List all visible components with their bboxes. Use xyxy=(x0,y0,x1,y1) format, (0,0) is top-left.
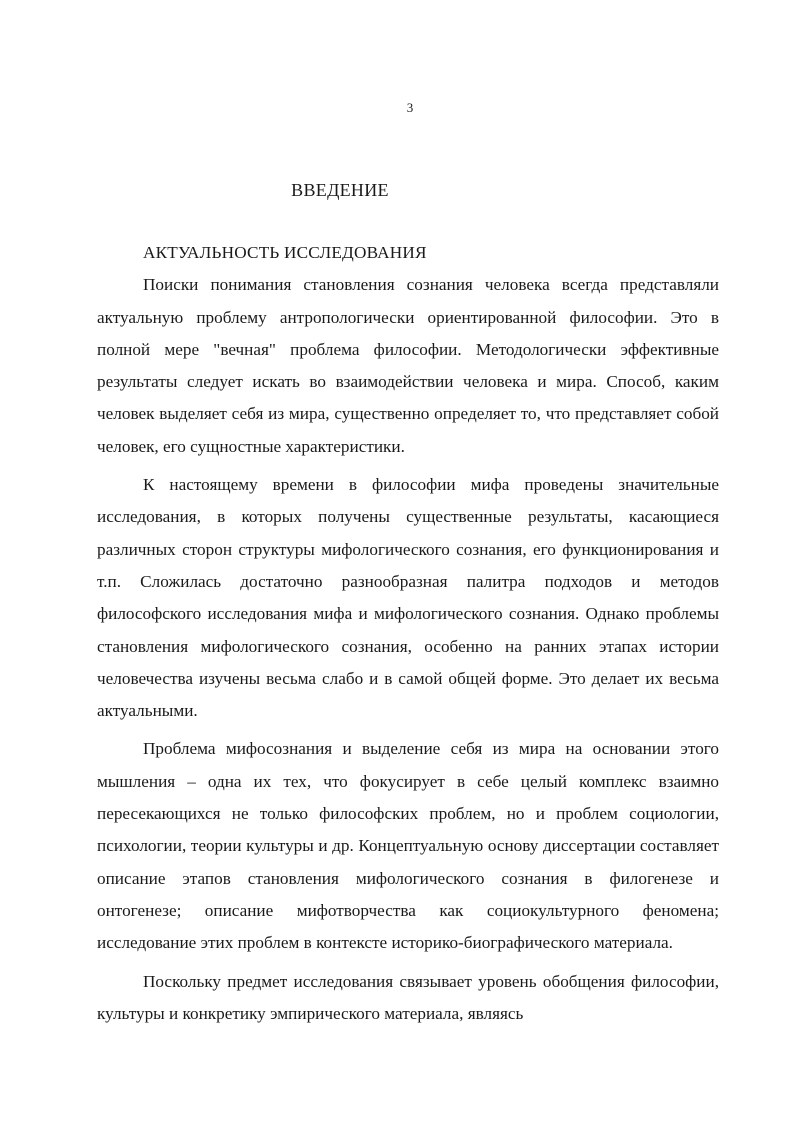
paragraph: Поиски понимания становления сознания человека всегда представляли актуальную проблему антропологически ориентированной философии. Это в полной мере "вечная" проблема философии. Методологически эффективные результаты следует искать во взаимодействии человека и мира. Способ, каким человек выделяет себя из мира, существенно определяет то, что представляет собой человек, его сущностные характеристики. xyxy=(97,275,719,456)
document-body xyxy=(97,237,719,1030)
paragraph: К настоящему времени в философии мифа проведены значительные исследования, в которых получены существенные результаты, касающиеся различных сторон структуры мифологического сознания, его функционирования и т.п. Сложилась достаточно разнообразная палитра подходов и методов философского исследования мифа и мифологического сознания. Однако проблемы становления мифологического сознания, особенно на ранних этапах истории человечества изучены весьма слабо и в самой общей форме. Это делает их весьма актуальными. xyxy=(97,475,719,721)
paragraph: Проблема мифосознания и выделение себя из мира на основании этого мышления – одна их тех, что фокусирует в себе целый комплекс взаимно пересекающихся не только философских проблем, но и проблем социологии, психологии, теории культуры и др. Концептуальную основу диссертации составляет описание этапов становления мифологического сознания в филогенезе и онтогенезе; описание мифотворчества как социокультурного феномена; исследование этих проблем в контексте историко-биографического материала. xyxy=(97,739,719,953)
section-heading: АКТУАЛЬНОСТЬ ИССЛЕДОВАНИЯ xyxy=(143,243,427,262)
paragraph: Поскольку предмет исследования связывает уровень обобщения философии, культуры и конкретику эмпирического материала, являясь xyxy=(97,971,719,1023)
page-number: 3 xyxy=(406,100,414,115)
chapter-title: ВВЕДЕНИЕ xyxy=(291,180,389,200)
